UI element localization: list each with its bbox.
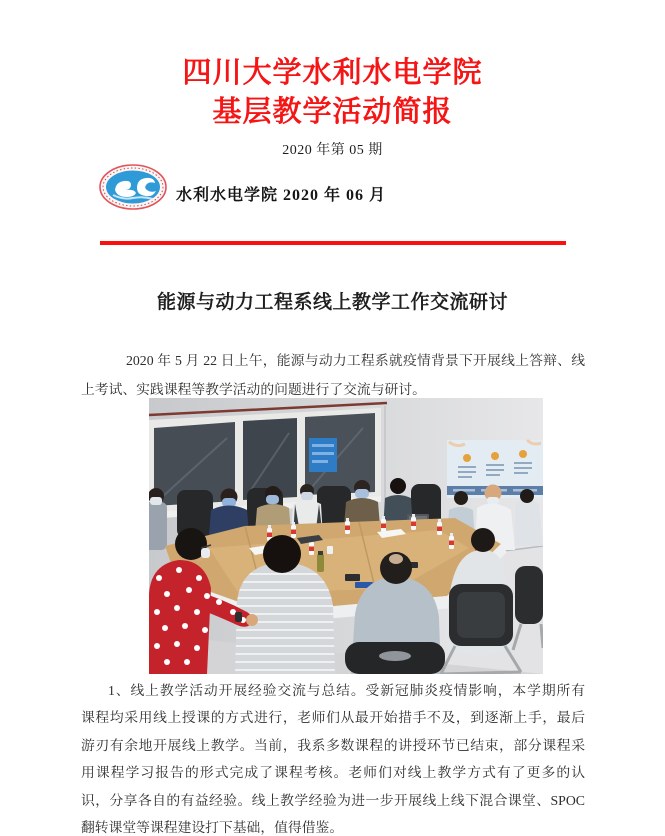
red-divider-rule [100,241,566,245]
newsletter-title-line2: 基层教学活动简报 [212,96,453,128]
masthead [99,164,386,210]
paragraph-line: 识，分享各自的有益经验。线上教学经验为进一步开展线上线下混合课堂、SPOC [81,792,585,808]
newsletter-title-line1: 四川大学水利水电学院 [182,57,483,89]
paragraph-line: 1、线上教学活动开展经验交流与总结。受新冠肺炎疫情影响，本学期所有 [108,683,585,698]
paragraph-line: 上考试、实践课程等教学活动的问题进行了交流与研讨。 [81,382,426,397]
paragraph-line: 课程均采用线上授课的方式进行，老师们从最开始措手不及，到逐渐上手，最后 [81,710,585,726]
college-logo [99,164,167,210]
article-paragraph-2 [81,677,585,836]
paragraph-line: 2020 年 5 月 22 日上午，能源与动力工程系就疫情背景下开展线上答辩、线 [126,353,585,368]
article-paragraph-1 [81,346,585,404]
issue-number: 2020 年第 05 期 [282,143,383,158]
paragraph-line: 用课程学习报告的形式完成了课程考核。老师们对线上教学方式有了更多的认 [81,765,585,781]
meeting-photo [149,398,543,674]
article-heading: 能源与动力工程系线上教学工作交流研讨 [156,292,508,313]
newsletter-title-block [0,54,665,159]
meeting-photo-illustration [149,398,543,674]
paragraph-line: 游刃有余地开展线上教学。当前，我系多数课程的讲授环节已结束，部分课程采 [81,737,585,753]
masthead-text: 水利水电学院 2020 年 06 月 [176,187,387,204]
paragraph-line: 翻转课堂等课程建设打下基础，值得借鉴。 [81,820,344,836]
